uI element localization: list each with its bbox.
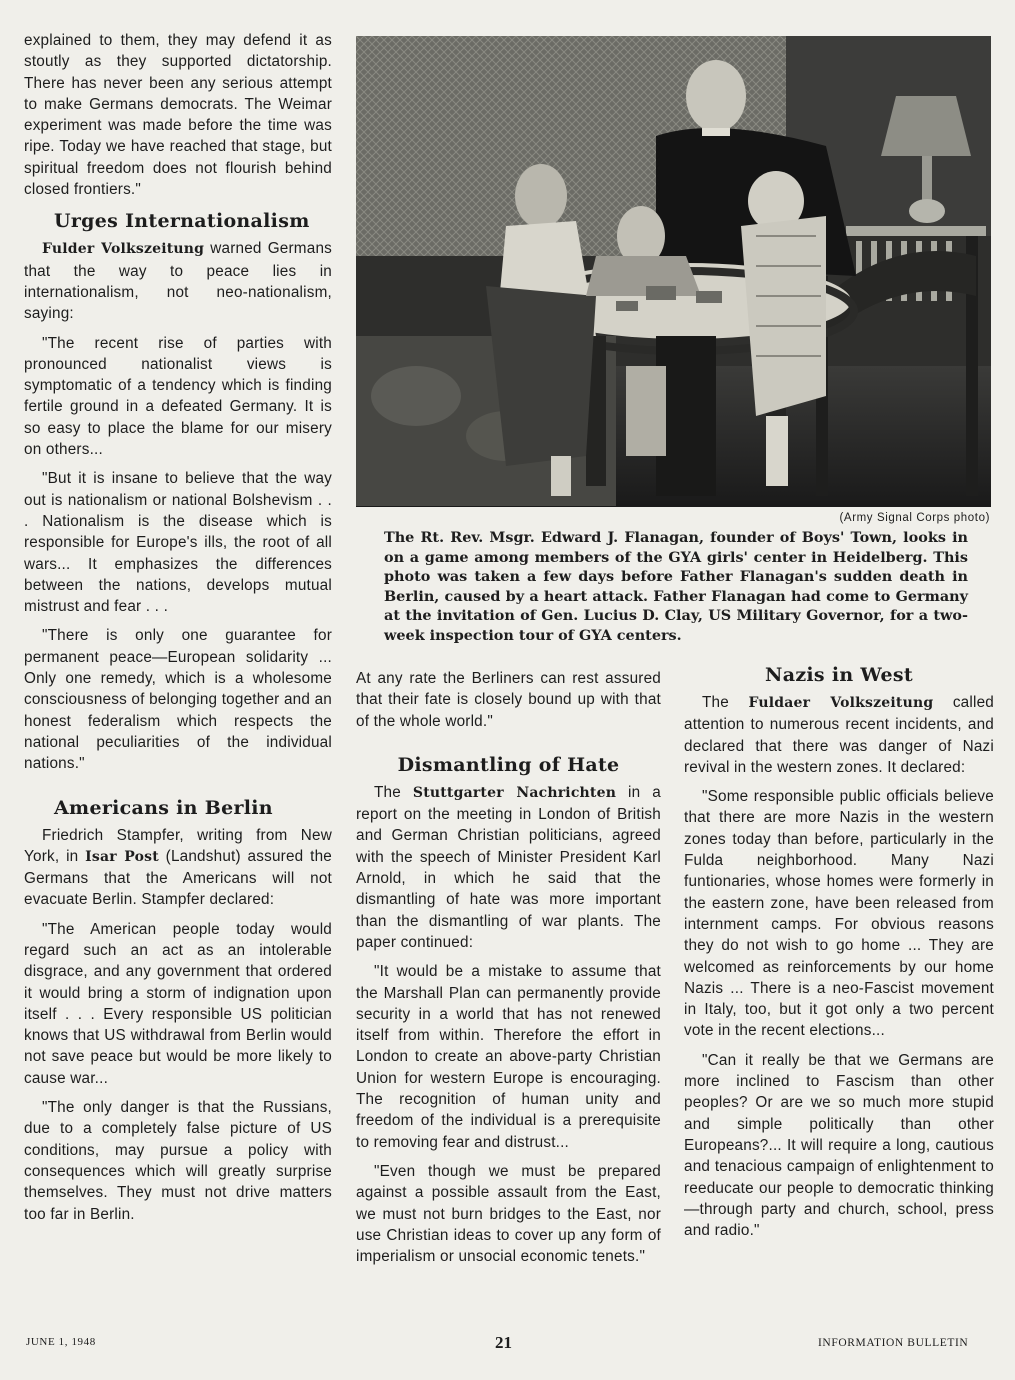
paragraph: The Stuttgarter Nachrichten in a report on the meeting in London of British and German Christian politicians, agreed with the speech of Minister President Karl Arnold, in which he said that the dismantling of hate was more important than the dismantling of war plants. The paper continued: xyxy=(356,783,661,951)
newspaper-name: Stuttgarter Nachrichten xyxy=(412,784,617,801)
paragraph: "But it is insane to believe that the way out is nationalism or national Bolshevism . . . Nationalism is the disease which is responsible for Europe's ills, the root of all wars... It emphasizes the differences between the nations, develops mutual mistrust and fear . . . xyxy=(24,470,332,616)
heading-americans-in-berlin: Americans in Berlin xyxy=(54,796,273,819)
newspaper-name: Isar Post xyxy=(85,848,159,865)
paragraph: "Some responsible public officials believe that there are more Nazis in the western zones today than before, particularly in the Fulda neighborhood. Many Nazi funtionaries, whose homes were formerly in the eastern zone, have been released from internment camps. For obvious reasons they do not wish to go home ... They are welcomed as reinforcements by our home Nazis ... There is a neo-Fascist movement in Italy, too, but it got only a two percent vote in the recent elections... xyxy=(684,788,994,1040)
photo-credit: (Army Signal Corps photo) xyxy=(839,512,990,524)
paragraph: At any rate the Berliners can rest assured that their fate is closely bound up with that of the whole world." xyxy=(356,670,661,730)
photo-caption: The Rt. Rev. Msgr. Edward J. Flanagan, founder of Boys' Town, looks in on a game among members of the GYA girls' center in Heidelberg. This photo was taken a few days before Father Flanagan's sudden death in Berlin, caused by a heart attack. Father Flanagan had come to Germany at the invitation of Gen. Lucius D. Clay, US Military Governor, for a two-week inspection tour of GYA centers. xyxy=(384,529,968,644)
left-column xyxy=(24,30,332,1233)
paragraph: "The recent rise of parties with pronounced nationalist views is symptomatic of a tendency which is finding fertile ground in a defeated Germany. It is so easy to place the blame for our misery on others... xyxy=(24,334,332,459)
photograph xyxy=(356,36,991,507)
paragraph: "The American people today would regard such an act as an intolerable disgrace, and any government that ordered it would bring a storm of indignation upon itself . . . Every responsible US politician knows that US withdrawal from Berlin would not save peace but would be more likely to cause war... xyxy=(24,920,332,1087)
issue-date: JUNE 1, 1948 xyxy=(26,1336,96,1348)
publication-name: INFORMATION BULLETIN xyxy=(818,1337,969,1349)
paragraph: explained to them, they may defend it as stoutly as they supported dictatorship. There has never been any serious attempt to make Germans democrats. The Weimar experiment was made before the time was ripe. Today we have reached that stage, but spiritual freedom does not flourish behind closed frontiers." xyxy=(24,32,332,199)
heading-nazis-in-west: Nazis in West xyxy=(765,664,913,686)
paragraph: "The only danger is that the Russians, due to a completely false picture of US conditions, may pursue a policy with consequences which will greatly surprise themselves. They must not drive matters too far in Berlin. xyxy=(24,1099,332,1223)
paragraph: The Fuldaer Volkszeitung called attention to numerous recent incidents, and declared that there was danger of Nazi revival in the western zones. It declared: xyxy=(684,694,994,776)
right-column xyxy=(684,664,994,1249)
middle-column xyxy=(356,668,661,1275)
paragraph: "Can it really be that we Germans are more inclined to Fascism than other peoples? Or are we so much more stupid and simple politically than other Europeans?... It will require a long, cautious and tenacious campaign of enlightenment to reeducate our people to democratic thinking —through party and church, school, press and radio." xyxy=(684,1051,994,1240)
heading-dismantling-of-hate: Dismantling of Hate xyxy=(397,753,620,776)
paragraph: Friedrich Stampfer, writing from New York, in Isar Post (Landshut) assured the Germans that the Americans will not evacuate Berlin. Stampfer declared: xyxy=(24,826,333,909)
newspaper-name: Fulder Volkszeitung xyxy=(42,241,205,258)
heading-urges-internationalism: Urges Internationalism xyxy=(54,210,310,233)
page-number: 21 xyxy=(495,1333,512,1352)
photo-illustration xyxy=(356,36,991,507)
paragraph: Fulder Volkszeitung warned Germans that the way to peace lies in internationalism, not neo-nationalism, saying: xyxy=(24,240,332,323)
newspaper-name: Fuldaer Volkszeitung xyxy=(748,695,934,711)
paragraph: "There is only one guarantee for permanent peace—European solidarity ... Only one remedy, which is a wholesome consciousness of belonging together and an honest federalism which respects the national peculiarities of the individual nations." xyxy=(24,627,332,773)
paragraph: "It would be a mistake to assume that the Marshall Plan can permanently provide security in a world that has not renewed itself from within. Therefore the effort in London to create an above-party Christian Union for western Europe is encouraging. The recognition of human unity and freedom of the individual is a prerequisite to removing fear and distrust... xyxy=(356,963,661,1151)
paragraph: "Even though we must be prepared against a possible assault from the East, we must not burn bridges to the East, nor use Christian ideas to cover up any form of imperialism or unsocial economic tenets." xyxy=(356,1162,661,1266)
